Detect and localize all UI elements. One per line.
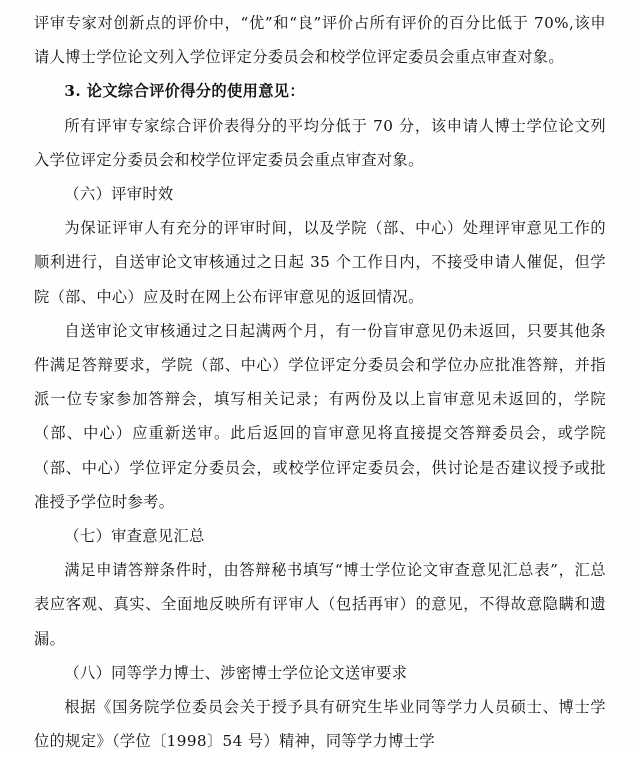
paragraph-3: 所有评审专家综合评价表得分的平均分低于 70 分，该申请人博士学位论文列入学位评定分委员会和校学位评定委员会重点审查对象。 [34,116,606,169]
paragraph-10: 根据《国务院学位委员会关于授予具有研究生毕业同等学力人员硕士、博士学位的规定》（学位〔1998〕54 号）精神，同等学力博士学 [34,698,606,751]
paragraph-6: 自送审论文审核通过之日起满两个月，有一份盲审意见仍未返回，只要其他条件满足答辩要求，学院（部、中心）学位评定分委员会和学位办应批准答辩，并指派一位专家参加答辩会，填写相关记录；有两份及以上盲审意见未返回的，学院（部、中心）应重新送审。此后返回的盲审意见将直接提交答辩委员会，或学院（部、中心）学位评定分委员会，或校学位评定委员会，供讨论是否建议授予或批准授予学位时参考。 [34,321,606,511]
paragraph-8: 满足申请答辩条件时，由答辩秘书填写“博士学位论文审查意见汇总表”，汇总表应客观、真实、全面地反映所有评审人（包括再审）的意见，不得故意隐瞒和遗漏。 [34,561,606,648]
paragraph-9-heading: （八）同等学力博士、涉密博士学位论文送审要求 [64,663,408,682]
paragraph-2-heading: 3. 论文综合评价得分的使用意见： [64,82,305,101]
paragraph-7-heading: （七）审查意见汇总 [64,527,205,546]
paragraph-1: 评审专家对创新点的评价中，“优”和“良”评价占所有评价的百分比低于 70%,该申请人博士学位论文列入学位评定分委员会和校学位评定委员会重点审查对象。 [34,14,606,67]
paragraph-4-heading: （六）评审时效 [64,185,174,204]
paragraph-5: 为保证评审人有充分的评审时间，以及学院（部、中心）处理评审意见工作的顺利进行，自送审论文审核通过之日起 35 个工作日内，不接受申请人催促，但学院（部、中心）应及时在网上公布评审意见的返回情况。 [34,219,606,306]
